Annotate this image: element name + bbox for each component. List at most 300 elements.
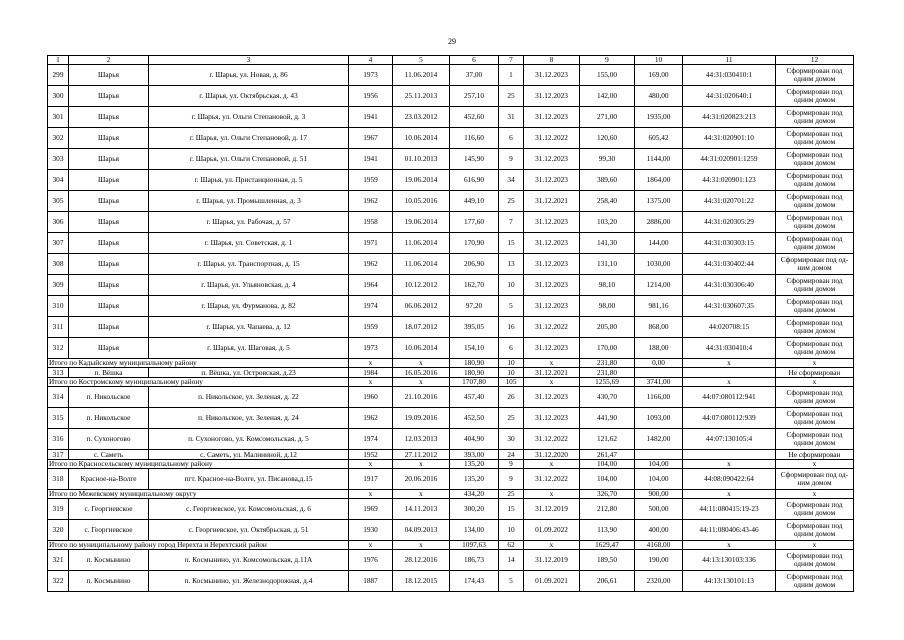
table-cell: 400,00 [635, 520, 683, 541]
table-cell: 155,00 [580, 65, 635, 86]
table-cell: 308 [48, 254, 69, 275]
table-cell: 44:31:020901:1259 [683, 149, 776, 170]
subtotal-label: Итого по муниципальному району город Нерехта и Нерехтский район [48, 541, 349, 550]
table-cell: 44:31:030410:4 [683, 338, 776, 359]
table-cell: Не сформирован [776, 450, 854, 460]
table-cell: 1962 [349, 408, 393, 429]
table-cell: Не сформирован [776, 368, 854, 378]
table-cell: Сформирован под одним домом [776, 170, 854, 191]
table-cell: п. Сухоногово, ул. Комсомольская, д. 5 [149, 429, 349, 450]
table-cell: 1984 [349, 368, 393, 378]
table-cell: г. Шарья, ул. Ольги Степановой, д. 17 [149, 128, 349, 149]
table-cell: 305 [48, 191, 69, 212]
table-cell: 134,00 [450, 520, 499, 541]
table-row [48, 550, 854, 571]
table-cell: 313 [48, 368, 69, 378]
table-cell: 20.06.2016 [393, 469, 450, 490]
table-cell: 10 [499, 520, 524, 541]
subtotal-cell: 4168,00 [635, 541, 683, 550]
table-row [48, 520, 854, 541]
table-cell: г. Шарья, ул. Шаговая, д. 5 [149, 338, 349, 359]
register-table [47, 55, 854, 592]
table-cell: г. Шарья, ул. Октябрьская, д. 43 [149, 86, 349, 107]
table-cell: Шарья [69, 128, 149, 149]
table-cell: 318 [48, 469, 69, 490]
subtotal-label: Итого по Красносельскому муниципальному району [48, 460, 349, 469]
table-cell: Сформирован под одним домом [776, 550, 854, 571]
table-cell: 300 [48, 86, 69, 107]
table-row [48, 107, 854, 128]
table-row [48, 429, 854, 450]
table-cell: 2886,00 [635, 212, 683, 233]
table-cell: 31.12.2021 [524, 191, 580, 212]
table-row [48, 387, 854, 408]
table-cell: 44:07:130105:4 [683, 429, 776, 450]
subtotal-cell: х [776, 378, 854, 387]
table-row [48, 499, 854, 520]
table-cell: 162,70 [450, 275, 499, 296]
subtotal-cell: 62 [499, 541, 524, 550]
column-number-cell: 12 [776, 56, 854, 65]
table-cell: Шарья [69, 212, 149, 233]
table-cell: 31.12.2019 [524, 550, 580, 571]
table-cell: 24 [499, 450, 524, 460]
table-cell: г. Шарья, ул. Советская, д. 1 [149, 233, 349, 254]
table-cell: 300,20 [450, 499, 499, 520]
column-number-cell: 7 [499, 56, 524, 65]
table-cell: 31.12.2021 [524, 368, 580, 378]
subtotal-cell: 434,20 [450, 490, 499, 499]
table-cell: 314 [48, 387, 69, 408]
table-cell: 180,90 [450, 368, 499, 378]
table-cell: 1482,00 [635, 429, 683, 450]
table-cell: п. Никольское, ул. Зеленая, д. 22 [149, 387, 349, 408]
table-cell: п. Космынино, ул. Железнодорожная, д.4 [149, 571, 349, 592]
table-cell: 135,20 [450, 469, 499, 490]
table-cell: Шарья [69, 149, 149, 170]
column-number-row [48, 56, 854, 65]
subtotal-cell: х [776, 490, 854, 499]
table-cell: 271,00 [580, 107, 635, 128]
table-cell: п. Сухоногово [69, 429, 149, 450]
table-cell: 25.11.2013 [393, 86, 450, 107]
table-cell: 10.05.2016 [393, 191, 450, 212]
table-cell: 1144,00 [635, 149, 683, 170]
table-cell: 310 [48, 296, 69, 317]
table-cell: 31.12.2023 [524, 233, 580, 254]
table-cell: 452,60 [450, 107, 499, 128]
table-cell: Шарья [69, 191, 149, 212]
subtotal-cell: 1629,47 [580, 541, 635, 550]
table-cell: 31.12.2023 [524, 149, 580, 170]
table-cell: 154,10 [450, 338, 499, 359]
column-number-cell: 1 [48, 56, 69, 65]
table-cell: 2320,00 [635, 571, 683, 592]
table-cell: п. Космынино [69, 571, 149, 592]
table-row [48, 469, 854, 490]
table-cell: 301 [48, 107, 69, 128]
table-row [48, 128, 854, 149]
subtotal-cell: 326,70 [580, 490, 635, 499]
table-cell: 44:11:080406:43-46 [683, 520, 776, 541]
table-cell: 188,00 [635, 338, 683, 359]
table-cell: 31.12.2023 [524, 86, 580, 107]
subtotal-label: Итого по Межевскому муниципальному округу [48, 490, 349, 499]
subtotal-cell: х [683, 541, 776, 550]
table-cell: 31.12.2023 [524, 254, 580, 275]
table-cell: 480,00 [635, 86, 683, 107]
table-cell: Шарья [69, 107, 149, 128]
table-cell: 316 [48, 429, 69, 450]
table-cell: пгт. Красное-на-Волге, ул. Писанова,д.15 [149, 469, 349, 490]
table-cell: 605,42 [635, 128, 683, 149]
table-cell: 317 [48, 450, 69, 460]
table-cell: г. Шарья, ул. Транспортная, д. 15 [149, 254, 349, 275]
table-cell: 44:31:020701:22 [683, 191, 776, 212]
table-cell: п. Вёшка [69, 368, 149, 378]
table-cell: Сформирован под одним домом [776, 571, 854, 592]
table-cell: 311 [48, 317, 69, 338]
table-cell: 404,90 [450, 429, 499, 450]
subtotal-cell: х [524, 359, 580, 368]
table-cell: 430,70 [580, 387, 635, 408]
table-cell: 18.12.2015 [393, 571, 450, 592]
table-cell: 1967 [349, 128, 393, 149]
subtotal-cell: 135,20 [450, 460, 499, 469]
table-cell: Шарья [69, 170, 149, 191]
table-cell: Сформирован под одним домом [776, 317, 854, 338]
subtotal-label: Итого по Костромскому муниципальному району [48, 378, 349, 387]
column-number-cell: 11 [683, 56, 776, 65]
table-cell: 170,00 [580, 338, 635, 359]
table-cell: 31 [499, 107, 524, 128]
table-cell: 258,40 [580, 191, 635, 212]
table-row [48, 86, 854, 107]
subtotal-cell: 1255,69 [580, 378, 635, 387]
table-cell: 304 [48, 170, 69, 191]
table-row [48, 368, 854, 378]
table-cell: 19.06.2014 [393, 170, 450, 191]
table-cell: Шарья [69, 65, 149, 86]
table-cell: 452,50 [450, 408, 499, 429]
table-cell: 1960 [349, 387, 393, 408]
table-cell: 10.12.2012 [393, 275, 450, 296]
table-cell: 31.12.2023 [524, 408, 580, 429]
table-cell: 16 [499, 317, 524, 338]
table-cell: 141,30 [580, 233, 635, 254]
table-cell: г. Шарья, ул. Ольги Степановой, д. 3 [149, 107, 349, 128]
table-cell: г. Шарья, ул. Ульяновская, д. 4 [149, 275, 349, 296]
table-cell: 01.10.2013 [393, 149, 450, 170]
subtotal-row [48, 460, 854, 469]
table-cell: с. Саметь, ул. Малининой, д.12 [149, 450, 349, 460]
table-cell: 28.12.2016 [393, 550, 450, 571]
table-cell: 18.07.2012 [393, 317, 450, 338]
table-cell: 15 [499, 499, 524, 520]
table-cell: 322 [48, 571, 69, 592]
table-cell: 257,10 [450, 86, 499, 107]
table-cell: 21.10.2016 [393, 387, 450, 408]
table-cell: 104,00 [580, 469, 635, 490]
table-cell: Шарья [69, 275, 149, 296]
table-row [48, 233, 854, 254]
table-cell: 868,00 [635, 317, 683, 338]
table-cell: 177,60 [450, 212, 499, 233]
table-cell: 44:31:020305:29 [683, 212, 776, 233]
table-cell: 320 [48, 520, 69, 541]
table-cell: 1974 [349, 296, 393, 317]
subtotal-cell: х [393, 490, 450, 499]
table-cell: 1 [499, 65, 524, 86]
table-cell: 206,61 [580, 571, 635, 592]
subtotal-cell: х [349, 541, 393, 550]
table-cell: г. Шарья, ул. Чапаева, д. 12 [149, 317, 349, 338]
table-cell: 1962 [349, 191, 393, 212]
table-cell [683, 450, 776, 460]
table-cell: 14 [499, 550, 524, 571]
table-cell: 44:13:130103:336 [683, 550, 776, 571]
table-cell: Сформирован под одним домом [776, 429, 854, 450]
table-cell: 500,00 [635, 499, 683, 520]
table-cell: Сформирован под одним домом [776, 233, 854, 254]
subtotal-cell: х [349, 490, 393, 499]
table-cell: 25 [499, 191, 524, 212]
table-cell: 389,60 [580, 170, 635, 191]
table-row [48, 254, 854, 275]
subtotal-cell: х [776, 460, 854, 469]
table-cell: г. Шарья, ул. Новая, д. 86 [149, 65, 349, 86]
table-cell: 393,00 [450, 450, 499, 460]
table-cell: 44:31:030607:35 [683, 296, 776, 317]
table-cell: Шарья [69, 86, 149, 107]
table-cell: 981,16 [635, 296, 683, 317]
table-cell: 170,90 [450, 233, 499, 254]
table-cell: 1375,00 [635, 191, 683, 212]
table-cell: 1969 [349, 499, 393, 520]
subtotal-cell: 3741,00 [635, 378, 683, 387]
table-cell: 1935,00 [635, 107, 683, 128]
table-cell: 1973 [349, 65, 393, 86]
subtotal-cell: х [393, 378, 450, 387]
subtotal-label: Итого по Кадыйскому муниципальному району [48, 359, 349, 368]
table-cell: 6 [499, 338, 524, 359]
table-cell: 303 [48, 149, 69, 170]
table-cell: 44:31:030303:15 [683, 233, 776, 254]
table-cell: 44:31:020823:213 [683, 107, 776, 128]
table-row [48, 65, 854, 86]
table-cell: 98,10 [580, 275, 635, 296]
column-number-cell: 3 [149, 56, 349, 65]
table-cell: 44:07:080112:939 [683, 408, 776, 429]
subtotal-row [48, 378, 854, 387]
table-cell: с. Саметь [69, 450, 149, 460]
table-cell: 10.06.2014 [393, 338, 450, 359]
table-cell: 9 [499, 149, 524, 170]
table-cell: 9 [499, 469, 524, 490]
table-cell: 5 [499, 296, 524, 317]
table-cell: 44:31:030410:1 [683, 65, 776, 86]
table-cell: 31.12.2022 [524, 429, 580, 450]
table-cell: с. Георгиевское, ул. Комсомольская, д. 6 [149, 499, 349, 520]
table-cell: 31.12.2022 [524, 128, 580, 149]
table-cell: 01.09.2022 [524, 520, 580, 541]
table-cell: 321 [48, 550, 69, 571]
table-cell: 01.09.2021 [524, 571, 580, 592]
table-cell: 449,10 [450, 191, 499, 212]
table-cell: 113,90 [580, 520, 635, 541]
table-cell: Сформирован под одним домом [776, 128, 854, 149]
subtotal-cell: х [393, 359, 450, 368]
table-cell: п. Никольское, ул. Зеленая, д. 24 [149, 408, 349, 429]
subtotal-cell: 1097,63 [450, 541, 499, 550]
table-cell: 25 [499, 408, 524, 429]
table-cell: с. Георгиевское, ул. Октябрьская, д. 51 [149, 520, 349, 541]
table-cell: 145,90 [450, 149, 499, 170]
table-row [48, 408, 854, 429]
subtotal-cell: х [393, 541, 450, 550]
table-cell: 10 [499, 275, 524, 296]
table-cell: 1930 [349, 520, 393, 541]
table-cell: Сформирован под одним домом [776, 212, 854, 233]
table-cell: 103,20 [580, 212, 635, 233]
subtotal-cell: х [524, 541, 580, 550]
table-cell: 395,05 [450, 317, 499, 338]
table-cell: 04.09.2013 [393, 520, 450, 541]
subtotal-cell: 104,00 [635, 460, 683, 469]
table-cell: Сформирован под одним домом [776, 191, 854, 212]
column-number-cell: 2 [69, 56, 149, 65]
table-cell: 16.05.2016 [393, 368, 450, 378]
table-cell: Сформирован под од-ним домом [776, 469, 854, 490]
table-cell: 11.06.2014 [393, 65, 450, 86]
table-cell: 174,43 [450, 571, 499, 592]
table-cell: 1941 [349, 107, 393, 128]
table-row [48, 450, 854, 460]
table-cell: 1974 [349, 429, 393, 450]
table-cell: 1917 [349, 469, 393, 490]
subtotal-cell: х [349, 359, 393, 368]
column-number-cell: 5 [393, 56, 450, 65]
column-number-cell: 8 [524, 56, 580, 65]
table-cell: г. Шарья, ул. Ольги Степановой, д. 51 [149, 149, 349, 170]
table-row [48, 212, 854, 233]
table-cell: 306 [48, 212, 69, 233]
table-cell: 10 [499, 368, 524, 378]
table-cell: 31.12.2023 [524, 65, 580, 86]
table-cell: 206,90 [450, 254, 499, 275]
table-cell: 31.12.2019 [524, 499, 580, 520]
table-cell: 169,00 [635, 65, 683, 86]
table-cell: Сформирован под одним домом [776, 275, 854, 296]
subtotal-row [48, 359, 854, 368]
table-cell: Сформирован под одним домом [776, 499, 854, 520]
table-cell: Сформирован под одним домом [776, 520, 854, 541]
table-cell: Шарья [69, 254, 149, 275]
subtotal-cell: 25 [499, 490, 524, 499]
table-cell: 1093,00 [635, 408, 683, 429]
subtotal-row [48, 490, 854, 499]
table-cell: 144,00 [635, 233, 683, 254]
table-cell: 14.11.2013 [393, 499, 450, 520]
table-cell: 37,00 [450, 65, 499, 86]
table-cell: 1941 [349, 149, 393, 170]
table-cell: 31.12.2023 [524, 338, 580, 359]
table-cell: 120,60 [580, 128, 635, 149]
table-cell: 15 [499, 233, 524, 254]
column-number-cell: 4 [349, 56, 393, 65]
table-cell: 1959 [349, 317, 393, 338]
table-cell: 97,20 [450, 296, 499, 317]
table-row [48, 571, 854, 592]
subtotal-cell: 10 [499, 359, 524, 368]
table-cell: 441,90 [580, 408, 635, 429]
table-cell: п. Космынино [69, 550, 149, 571]
subtotal-cell: х [776, 541, 854, 550]
table-cell: 31.12.2023 [524, 275, 580, 296]
table-cell [683, 368, 776, 378]
table-cell: Сформирован под одним домом [776, 86, 854, 107]
table-cell: 457,40 [450, 387, 499, 408]
table-cell: 31.12.2023 [524, 107, 580, 128]
table-cell: 34 [499, 170, 524, 191]
table-cell: 11.06.2014 [393, 233, 450, 254]
table-cell: Шарья [69, 338, 149, 359]
table-cell: 26 [499, 387, 524, 408]
table-cell: 13 [499, 254, 524, 275]
subtotal-cell: х [524, 378, 580, 387]
table-cell: Сформирован под одним домом [776, 65, 854, 86]
table-cell: Сформирован под одним домом [776, 408, 854, 429]
table-cell: с. Георгиевское [69, 499, 149, 520]
subtotal-cell: 104,00 [580, 460, 635, 469]
table-cell: п. Космынино, ул. Комсомольская, д.11А [149, 550, 349, 571]
table-cell: 7 [499, 212, 524, 233]
page-number: 29 [448, 37, 456, 46]
table-cell: 1030,00 [635, 254, 683, 275]
table-cell: 31.12.2023 [524, 387, 580, 408]
table-row [48, 338, 854, 359]
table-cell: 31.12.2020 [524, 450, 580, 460]
table-cell: 27.11.2012 [393, 450, 450, 460]
table-cell: 307 [48, 233, 69, 254]
table-body [48, 56, 854, 592]
table-cell: 1214,00 [635, 275, 683, 296]
table-cell: п. Никольское [69, 408, 149, 429]
table-cell: 31.12.2023 [524, 212, 580, 233]
subtotal-cell: х [349, 378, 393, 387]
subtotal-cell: 231,80 [580, 359, 635, 368]
table-cell: 1952 [349, 450, 393, 460]
table-cell: 1964 [349, 275, 393, 296]
table-cell: 1887 [349, 571, 393, 592]
table-cell: 5 [499, 571, 524, 592]
table-cell: 6 [499, 128, 524, 149]
table-cell: 10.06.2014 [393, 128, 450, 149]
table-cell: 1864,00 [635, 170, 683, 191]
subtotal-cell: х [683, 460, 776, 469]
table-cell: 25 [499, 86, 524, 107]
table-cell: 44:020708:15 [683, 317, 776, 338]
table-cell: 11.06.2014 [393, 254, 450, 275]
table-cell: 319 [48, 499, 69, 520]
table-row [48, 296, 854, 317]
subtotal-cell: 0,00 [635, 359, 683, 368]
table-cell: 31.12.2023 [524, 170, 580, 191]
table-cell: 19.09.2016 [393, 408, 450, 429]
table-cell: 231,80 [580, 368, 635, 378]
table-cell: 1959 [349, 170, 393, 191]
table-cell: 31.12.2022 [524, 317, 580, 338]
